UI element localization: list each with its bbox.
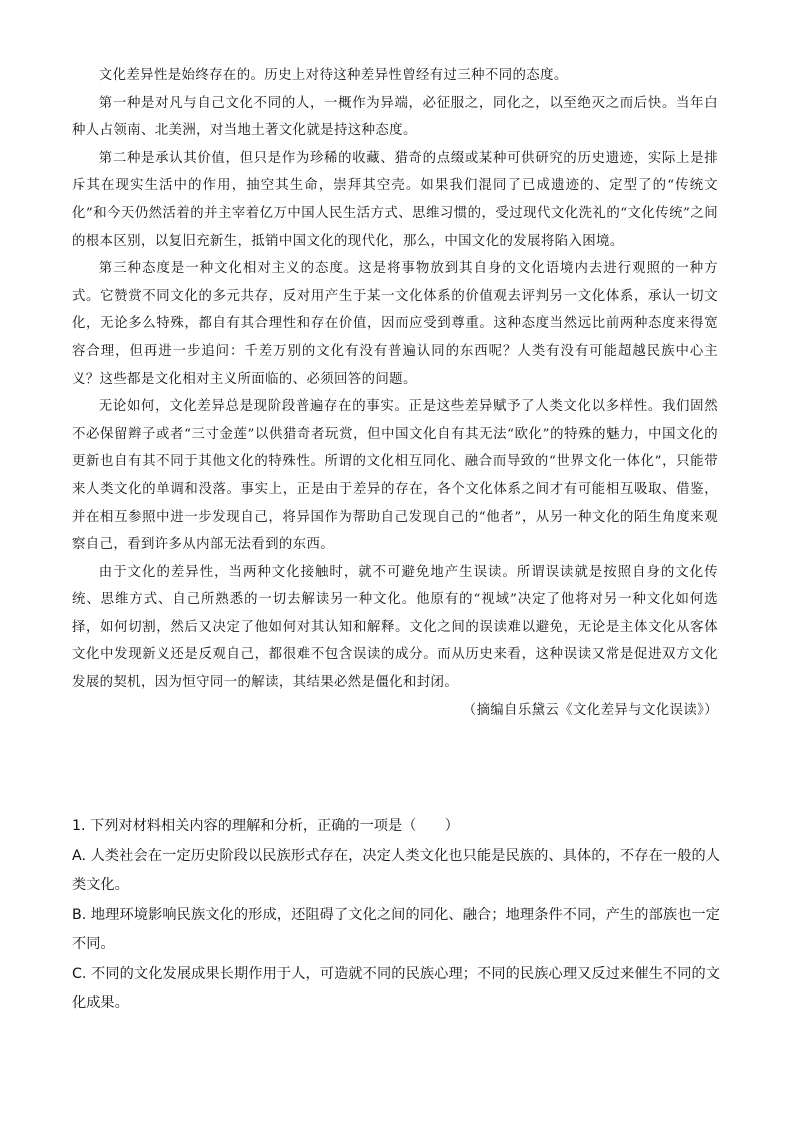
passage-source-citation: （摘编自乐黛云《文化差异与文化误读》） [462, 702, 718, 718]
question-1-stem: 1. 下列对材料相关内容的理解和分析，正确的一项是（ ） [72, 818, 459, 834]
passage-paragraph-6: 由于文化的差异性，当两种文化接触时，就不可避免地产生误读。所谓误读就是按照自身的文化传统、思维方式、自己所熟悉的一切去解读另一种文化。他原有的“视域”决定了他将对另一种文化如何选择，如何切割，然后又决定了他如何对其认知和解释。文化之间的误读难以避免，无论是主体文化从客体文化中发现新义还是反观自己，都很难不包含误读的成分。而从历史来看，这种误读又常是促进双方文化发展的契机，因为恒守同一的解读，其结果必然是僵化和封闭。 [72, 564, 718, 691]
passage-paragraph-2: 第一种是对凡与自己文化不同的人，一概作为异端，必征服之，同化之，以至绝灭之而后快。当年白种人占领南、北美洲，对当地土著文化就是持这种态度。 [72, 95, 718, 139]
passage-paragraph-3: 第二种是承认其价值，但只是作为珍稀的收藏、猎奇的点缀或某种可供研究的历史遗迹，实际上是排斥其在现实生活中的作用，抽空其生命，崇拜其空壳。如果我们混同了已成遗迹的、定型了的“传统文化”和今天仍然活着的并主宰着亿万中国人民生活方式、思维习惯的，受过现代文化洗礼的“文化传统”之间的根本区别，以复旧充新生，抵销中国文化的现代化，那么，中国文化的发展将陷入困境。 [72, 150, 718, 249]
question-1-block [72, 812, 720, 1019]
passage-paragraph-4: 第三种态度是一种文化相对主义的态度。这是将事物放到其自身的文化语境内去进行观照的一种方式。它赞赏不同文化的多元共存，反对用产生于某一文化体系的价值观去评判另一文化体系，承认一切文化，无论多么特殊，都自有其合理性和存在价值，因而应受到尊重。这种态度当然远比前两种态度来得宽容合理，但再进一步追问：千差万别的文化有没有普遍认同的东西呢？人类有没有可能超越民族中心主义？这些都是文化相对主义所面临的、必须回答的问题。 [72, 261, 718, 387]
passage-paragraph-5: 无论如何，文化差异总是现阶段普遍存在的事实。正是这些差异赋予了人类文化以多样性。我们固然不必保留辫子或者“三寸金莲”以供猎奇者玩赏，但中国文化自有其无法“欧化”的特殊的魅力，中国文化的更新也自有其不同于其他文化的特殊性。所谓的文化相互同化、融合而导致的“世界文化一体化”，只能带来人类文化的单调和没落。事实上，正是由于差异的存在，各个文化体系之间才有可能相互吸取、借鉴，并在相互参照中进一步发现自己，将异国作为帮助自己发现自己的“他者”，从另一种文化的陌生角度来观察自己，看到许多从内部无法看到的东西。 [72, 399, 718, 553]
question-1-option-a: A. 人类社会在一定历史阶段以民族形式存在，决定人类文化也只能是民族的、具体的，不存在一般的人类文化。 [72, 847, 720, 893]
reading-passage [72, 62, 718, 724]
passage-paragraph-1: 文化差异性是始终存在的。历史上对待这种差异性曾经有过三种不同的态度。 [98, 68, 568, 83]
question-1-option-c: C. 不同的文化发展成果长期作用于人，可造就不同的民族心理；不同的民族心理又反过来催生不同的文化成果。 [72, 965, 720, 1011]
question-1-option-b: B. 地理环境影响民族文化的形成，还阻碍了文化之间的同化、融合；地理条件不同，产生的部族也一定不同。 [72, 906, 720, 952]
